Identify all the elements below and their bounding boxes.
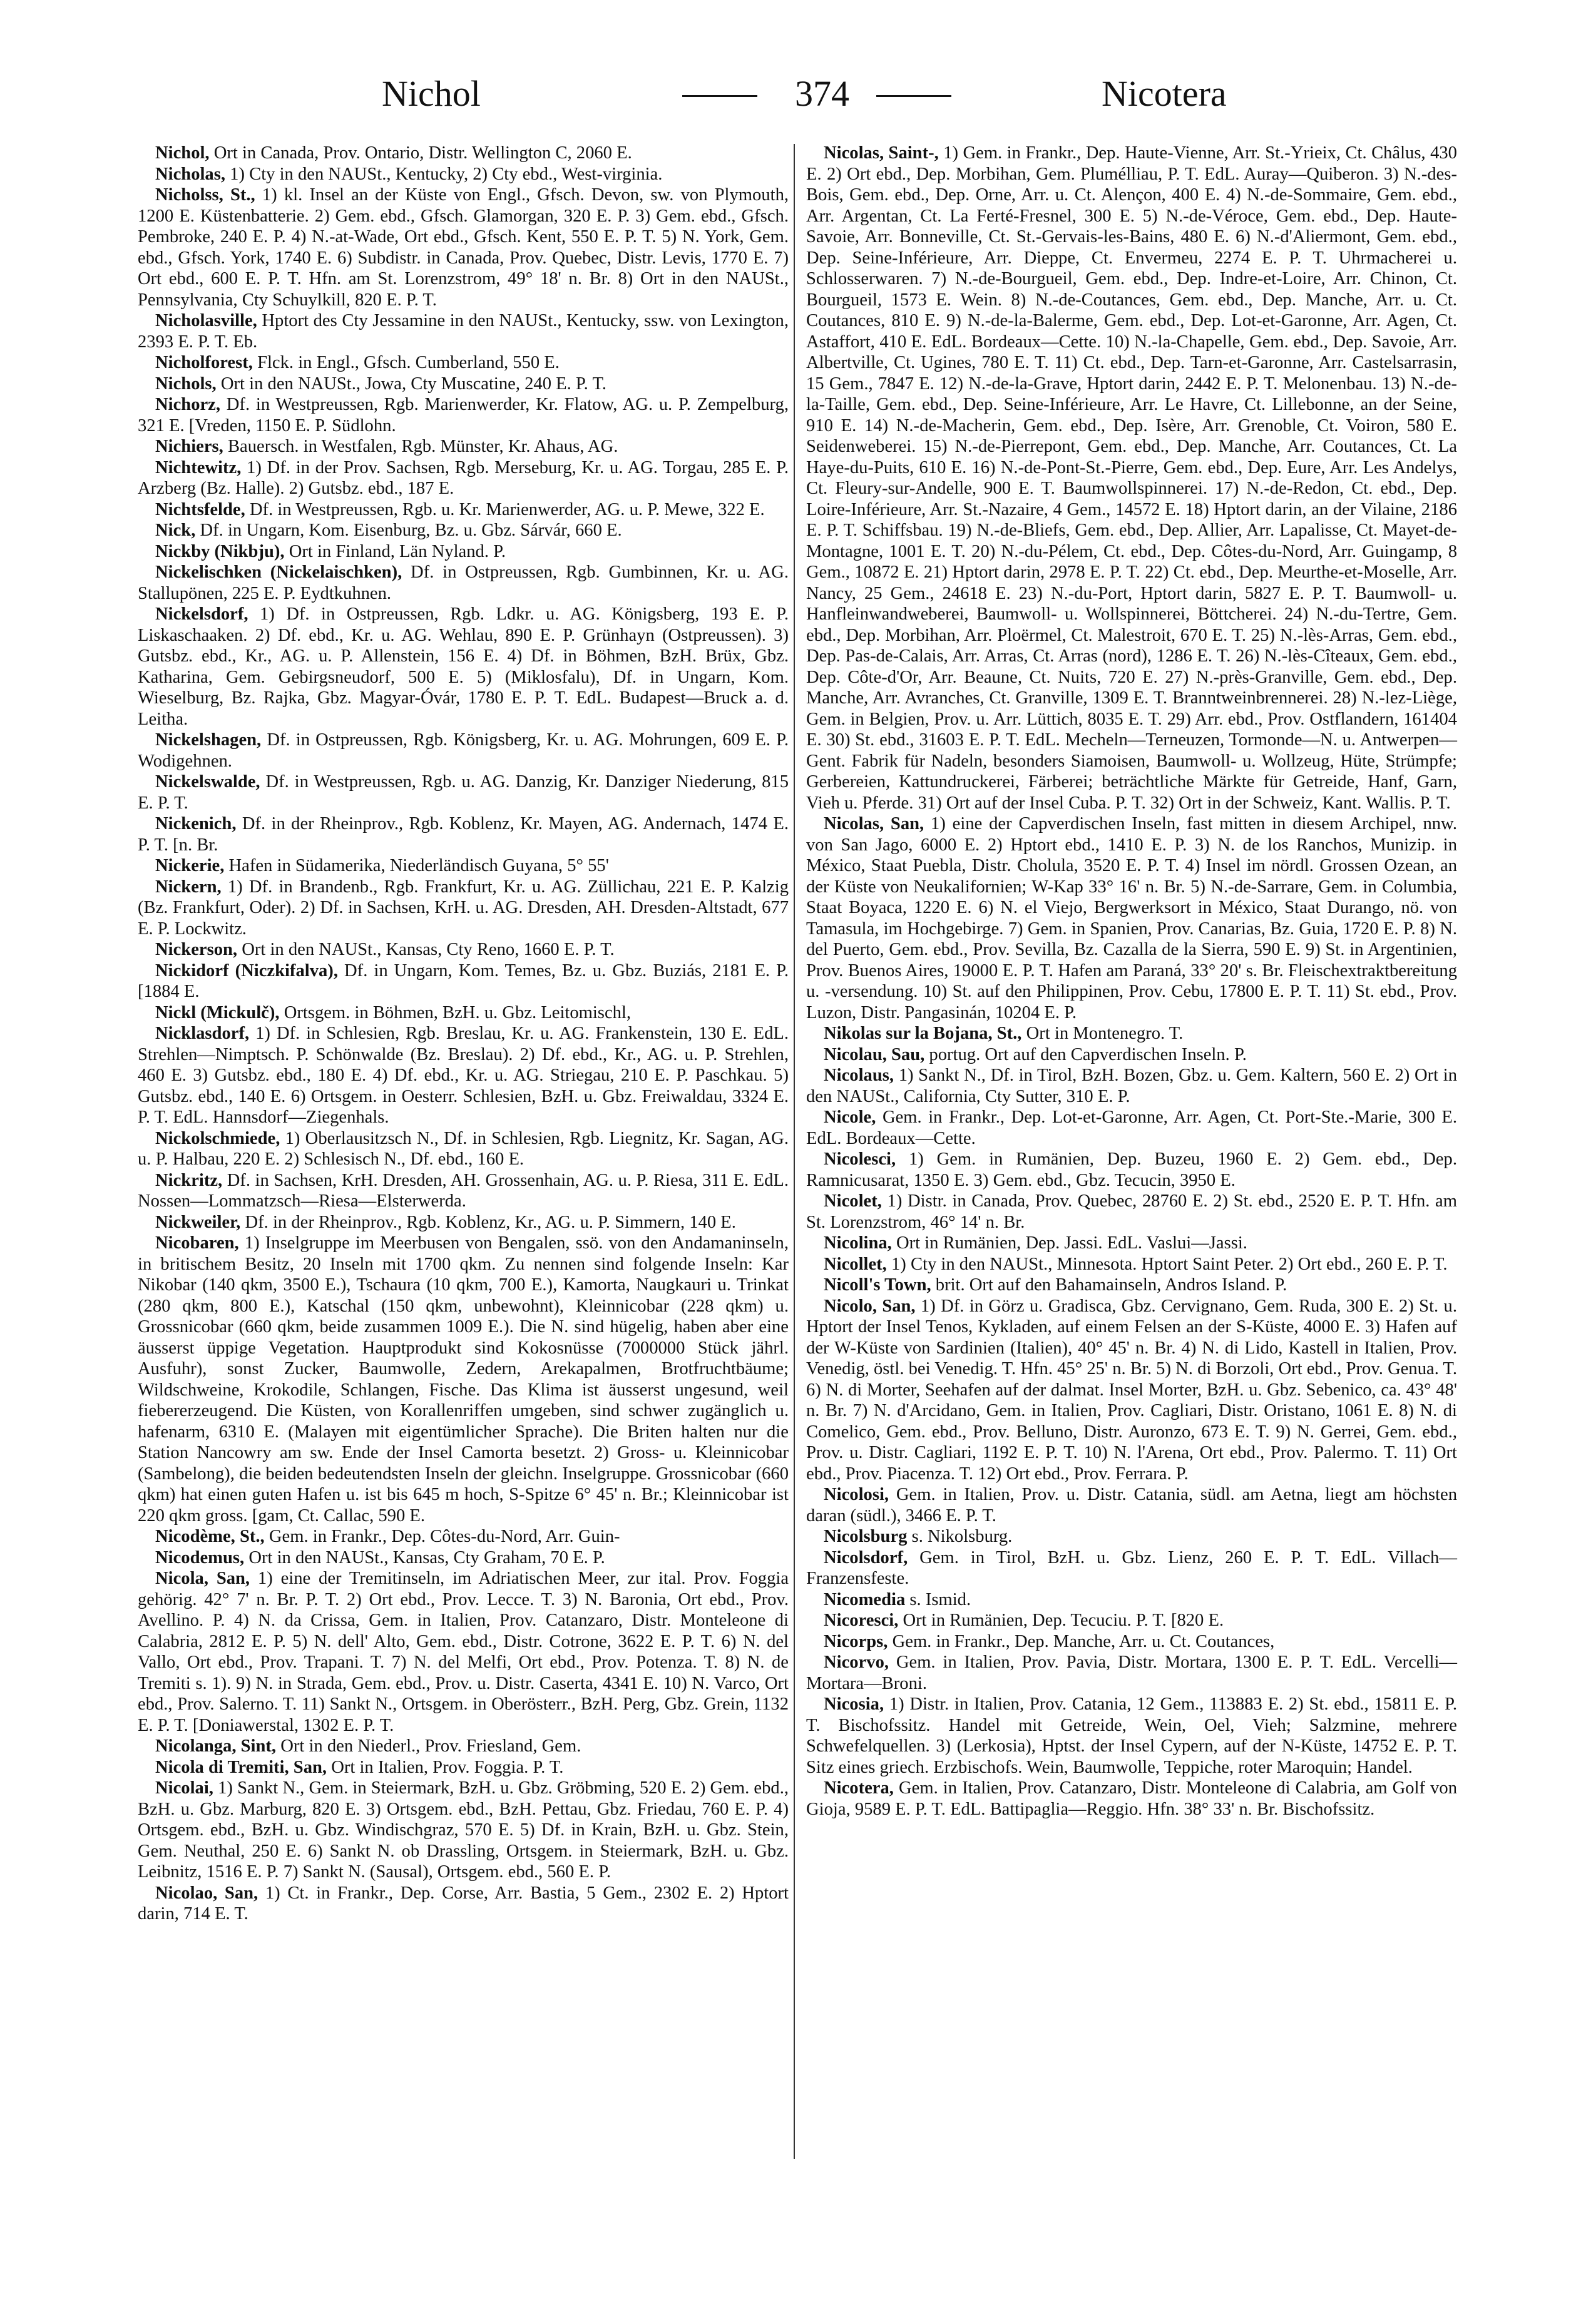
entry-text: Df. in der Rheinprov., Rgb. Koblenz, Kr. Mayen, AG. Andernach, 1474 E. P. T. [n. Br.	[138, 814, 789, 855]
dictionary-entry	[138, 1233, 789, 1526]
dictionary-entry	[138, 1778, 789, 1883]
entry-text: Hptort des Cty Jessamine in den NAUSt., Kentucky, ssw. von Lexington, 2393 E. P. T. Eb.	[138, 311, 789, 352]
entry-text: Df. in der Rheinprov., Rgb. Koblenz, Kr., AG. u. P. Simmern, 140 E.	[240, 1212, 736, 1232]
entry-headword: Nicholasville,	[155, 311, 257, 330]
entry-headword: Nichols,	[155, 374, 217, 394]
dictionary-entry	[138, 813, 789, 855]
entry-headword: Nickritz,	[155, 1170, 223, 1190]
entry-headword: Nicollet,	[824, 1254, 887, 1274]
dictionary-entry	[138, 961, 789, 1002]
entry-headword: Nicorps,	[824, 1631, 888, 1651]
dictionary-entry	[138, 352, 789, 374]
entry-headword: Nichtewitz,	[155, 457, 242, 477]
dictionary-entry	[138, 772, 789, 813]
dictionary-entry	[138, 939, 789, 961]
entry-headword: Nicolsburg	[824, 1527, 908, 1546]
entry-headword: Nicobaren,	[155, 1233, 239, 1253]
entry-text: 1) Sankt N., Gem. in Steiermark, BzH. u. Gbz. Gröbming, 520 E. 2) Gem. ebd., BzH. u. Gbz. Marburg, 820 E. 3) Ortsgem. ebd., BzH. Pettau, Gbz. Friedau, 760 E. P. 4) Ortsgem. ebd., BzH. u. Gbz. Windischgraz, 570 E. 5) Df. in Krain, BzH. u. Gbz. Stein, Gem. Neuthal, 250 E. 6) Sankt N. ob Drassling, Ortsgem. in Steiermark, BzH. u. Gbz. Leibnitz, 1516 E. P. 7) Sankt N. (Sausal), Ortsgem. ebd., 560 E. P.	[138, 1778, 789, 1882]
entry-headword: Nickern,	[155, 877, 222, 897]
entry-text: brit. Ort auf den Bahamainseln, Andros Island. P.	[931, 1275, 1287, 1295]
entry-text: Ort in den NAUSt., Kansas, Cty Reno, 1660 E. P. T.	[237, 940, 615, 959]
entry-headword: Nick,	[155, 521, 196, 540]
entry-headword: Nickelsdorf,	[155, 604, 248, 624]
entry-text: Gem. in Italien, Prov. u. Distr. Catania, südl. am Aetna, liegt am höchsten daran (südl.), 3466 E. P. T.	[806, 1485, 1457, 1526]
entry-text: Ort in den NAUSt., Kansas, Cty Graham, 70 E. P.	[244, 1547, 605, 1567]
entry-text: Ort in Finland, Län Nyland. P.	[284, 541, 506, 561]
dictionary-entry	[138, 541, 789, 563]
entry-headword: Nichiers,	[155, 437, 223, 456]
dictionary-entry	[806, 1191, 1457, 1233]
entry-headword: Nicoll's Town,	[824, 1275, 931, 1295]
entry-headword: Nickolschmiede,	[155, 1128, 280, 1148]
entry-headword: Nicolsdorf,	[824, 1547, 908, 1567]
dictionary-entry	[806, 1652, 1457, 1694]
dictionary-entry	[138, 374, 789, 395]
dictionary-entry	[138, 1170, 789, 1212]
dictionary-entry	[806, 1275, 1457, 1296]
dictionary-entry	[138, 394, 789, 436]
entry-headword: Nicolo, San,	[824, 1296, 916, 1316]
dictionary-entry	[138, 877, 789, 940]
entry-headword: Nickelswalde,	[155, 772, 260, 792]
entry-headword: Nicolas, San,	[824, 814, 924, 833]
header-dash-right	[876, 95, 951, 97]
entry-headword: Nickerson,	[155, 940, 238, 959]
dictionary-entry	[806, 1589, 1457, 1611]
entry-text: portug. Ort auf den Capverdischen Inseln. P.	[924, 1044, 1247, 1064]
entry-text: Df. in Westpreussen, Rgb. u. Kr. Marienwerder, AG. u. P. Mewe, 322 E.	[245, 499, 765, 519]
dictionary-entry	[138, 1526, 789, 1547]
entry-headword: Nicklasdorf,	[155, 1024, 250, 1043]
dictionary-entry	[806, 1484, 1457, 1526]
entry-headword: Nicomedia	[824, 1589, 906, 1609]
entry-text: 1) Sankt N., Df. in Tirol, BzH. Bozen, Gbz. u. Gem. Kaltern, 560 E. 2) Ort in den NAUSt., California, Cty Sutter, 310 E. P.	[806, 1066, 1457, 1106]
entry-headword: Nicolai,	[155, 1778, 213, 1798]
entry-text: 1) eine der Capverdischen Inseln, fast mitten in diesem Archipel, nnw. von San Jago, 6000 E. 2) Hptort ebd., 1410 E. P. 3) N. de los Ranchos, Munizip. in México, Staat Puebla, Distr. Cholula, 3520 E. P. T. 4) Insel im nördl. Grossen Ozean, an der Küste von Neukalifornien; W-Kap 33° 16' n. Br. 5) N.-de-Sarrare, Gem. in Columbia, Staat Boyaca, 1220 E. 6) N. el Viejo, Bergwerksort in México, Staat Durango, nö. von Tamasula, im Hochgebirge. 7) Gem. in Spanien, Prov. Canarias, Bz. Guia, 1720 E. P. 8) N. del Puerto, Gem. ebd., Prov. Sevilla, Bz. Cazalla de la Sierra, 590 E. 9) St. in Argentinien, Prov. Buenos Aires, 19000 E. P. T. Hafen am Paraná, 33° 20' s. Br. Fleischextraktbereitung u. -versendung. 10) St. auf den Philippinen, Prov. Cebu, 17800 E. P. T. 11) St. ebd., Prov. Luzon, Distr. Pangasinán, 10204 E. P.	[806, 814, 1457, 1022]
entry-headword: Nicolao, San,	[155, 1883, 258, 1903]
entry-headword: Nickweiler,	[155, 1212, 241, 1232]
entry-headword: Nicorvo,	[824, 1653, 889, 1672]
header-dash-left	[682, 95, 757, 97]
entry-text: Df. in Ostpreussen, Rgb. Königsberg, Kr. u. AG. Mohrungen, 609 E. P. Wodigehnen.	[138, 730, 789, 771]
dictionary-entry	[806, 1631, 1457, 1653]
entry-text: 1) eine der Tremitinseln, im Adriatischen Meer, zur ital. Prov. Foggia gehörig. 42° 7' n. Br. P. T. 2) Ort ebd., Prov. Lecce. T. 3) N. Baronia, Ort ebd., Prov. Avellino. P. 4) N. da Crissa, Gem. in Italien, Prov. Catanzaro, Distr. Monteleone di Calabria, 2812 E. P. 5) N. dell' Alto, Gem. ebd., Distr. Cotrone, 3622 E. P. T. 6) N. del Vallo, Ort ebd., Prov. Trapani. T. 7) N. del Melfi, Ort ebd., Prov. Potenza. T. 8) N. de Tremiti s. 1). 9) N. in Strada, Gem. ebd., Prov. u. Distr. Caserta, 4341 E. 10) N. Varco, Ort ebd., Prov. Salerno. T. 11) Sankt N., Ortsgem. in Oberösterr., BzH. Perg, Gbz. Grein, 1132 E. P. T. [Doniawerstal, 1302 E. P. T.	[138, 1569, 789, 1735]
entry-headword: Nicolaus,	[824, 1066, 894, 1085]
entry-text: Hafen in Südamerika, Niederländisch Guyana, 5° 55'	[224, 856, 609, 875]
dictionary-entry	[138, 604, 789, 730]
entry-text: 1) Df. in Schlesien, Rgb. Breslau, Kr. u. AG. Frankenstein, 130 E. EdL. Strehlen—Nimptsch. P. Schönwalde (Bz. Breslau). 2) Df. ebd., Kr., AG. u. P. Strehlen, 460 E. 3) Gutsbz. ebd., 180 E. 4) Df. ebd., Kr. u. AG. Striegau, 210 E. P. Paschkau. 5) Gutsbz. ebd., 140 E. 6) Ortsgem. in Oesterr. Schlesien, BzH. u. Gbz. Freiwaldau, 3324 E. P. T. EdL. Hannsdorf—Ziegenhals.	[138, 1024, 789, 1127]
page-number: 374	[795, 73, 849, 114]
entry-text: s. Nikolsburg.	[907, 1527, 1013, 1546]
entry-text: Gem. in Italien, Prov. Catanzaro, Distr. Monteleone di Calabria, am Golf von Gioja, 9589 E. P. T. EdL. Battipaglia—Reggio. Hfn. 38° 33' n. Br. Bischofssitz.	[806, 1778, 1457, 1819]
dictionary-entry	[806, 1547, 1457, 1589]
entry-text: Ort in Italien, Prov. Foggia. P. T.	[327, 1757, 564, 1777]
entry-headword: Nickl (Mickulč),	[155, 1002, 280, 1022]
entry-headword: Nicotera,	[824, 1778, 894, 1798]
entry-headword: Nickidorf (Niczkifalva),	[155, 961, 338, 981]
dictionary-entry	[806, 1610, 1457, 1631]
dictionary-entry	[806, 1149, 1457, 1191]
entry-headword: Nicolesci,	[824, 1149, 896, 1169]
entry-headword: Nicolosi,	[824, 1485, 889, 1504]
entry-text: Ort in Rumänien, Dep. Tecuciu. P. T. [820 E.	[898, 1611, 1224, 1630]
dictionary-entry	[806, 143, 1457, 813]
entry-text: Gem. in Italien, Prov. Pavia, Distr. Mortara, 1300 E. P. T. EdL. Vercelli—Mortara—Broni.	[806, 1653, 1457, 1693]
dictionary-entry	[138, 164, 789, 185]
dictionary-entry	[806, 1023, 1457, 1044]
dictionary-entry	[138, 436, 789, 457]
entry-text: Ort in Rumänien, Dep. Jassi. EdL. Vaslui—Jassi.	[891, 1233, 1247, 1253]
dictionary-entry	[806, 1065, 1457, 1107]
entry-headword: Nickby (Nikbju),	[155, 541, 285, 561]
entry-text: 1) Cty in den NAUSt., Kentucky, 2) Cty ebd., West-virginia.	[225, 164, 663, 184]
entry-text: 1) kl. Insel an der Küste von Engl., Gfsch. Devon, sw. von Plymouth, 1200 E. Küstenbatterie. 2) Gem. ebd., Gfsch. Glamorgan, 320 E. P. 3) Gem. ebd., Gfsch. Pembroke, 240 E. P. 4) N.-at-Wade, Ort ebd., Gfsch. Kent, 550 E. P. T. 5) N. York, Gem. ebd., Gfsch. York, 1740 E. 6) Subdistr. in Canada, Prov. Quebec, Distr. Levis, 1770 E. 7) Ort ebd., 600 E. P. T. Hfn. am St. Lorenzstrom, 49° 18' n. Br. 8) Ort in den NAUSt., Pennsylvania, Cty Schuylkill, 820 E. P. T.	[138, 185, 789, 310]
entry-headword: Nikolas sur la Bojana, St.,	[824, 1024, 1022, 1043]
entry-headword: Nicole,	[824, 1108, 876, 1127]
dictionary-entry	[138, 520, 789, 541]
entry-text: Ortsgem. in Böhmen, BzH. u. Gbz. Leitomischl,	[279, 1002, 632, 1022]
entry-text: Df. in Ungarn, Kom. Temes, Bz. u. Gbz. Buziás, 2181 E. P. [1884 E.	[138, 961, 789, 1001]
right-column	[806, 143, 1457, 1820]
dictionary-entry	[138, 855, 789, 877]
dictionary-entry	[138, 1883, 789, 1925]
entry-text: 1) Gem. in Rumänien, Dep. Buzeu, 1960 E. 2) Gem. ebd., Dep. Ramnicusarat, 1350 E. 3) Gem. ebd., Gbz. Tecucin, 3950 E.	[806, 1149, 1457, 1190]
dictionary-entry	[138, 1212, 789, 1233]
dictionary-entry	[138, 185, 789, 310]
left-column	[138, 143, 789, 1925]
entry-text: 1) Df. in Görz u. Gradisca, Gbz. Cervignano, Gem. Ruda, 300 E. 2) St. u. Hptort der Insel Tenos, Kykladen, auf einem Felsen an der S-Küste, 4000 E. 3) Hafen auf der W-Küste von Sardinien (Italien), 40° 45' n. Br. 4) N. di Lido, Kastell in Italien, Prov. Venedig, östl. bei Venedig. T. Hfn. 45° 25' n. Br. 5) N. di Borzoli, Ort ebd., Prov. Genua. T. 6) N. di Morter, Seehafen auf der dalmat. Insel Morter, BzH. u. Gbz. Sebenico, ca. 43° 48' n. Br. 7) N. d'Arcidano, Gem. in Italien, Prov. Cagliari, Distr. Oristano, 1061 E. 8) N. di Comelico, Gem. ebd., Prov. Belluno, Distr. Auronzo, 673 E. T. 9) N. Gerrei, Gem. ebd., Prov. u. Distr. Cagliari, 1192 E. P. T. 10) N. l'Arena, Ort ebd., Prov. Palermo. T. 11) Ort ebd., Prov. Piacenza. T. 12) Ort ebd., Prov. Ferrara. P.	[806, 1296, 1457, 1484]
entry-text: 1) Inselgruppe im Meerbusen von Bengalen, ssö. von den Andamaninseln, in britischem Besitz, 20 Inseln mit 1700 qkm. Zu nennen sind folgende Inseln: Kar Nikobar (140 qkm, 3500 E.), Tschaura (10 qkm, 700 E.), Kamorta, Naugkauri u. Trinkat (280 qkm, 800 E.), Katschal (150 qkm, unbewohnt), Kleinnicobar (228 qkm) u. Grossnicobar (660 qkm, beide zusammen 1009 E.). Die N. sind hügelig, haben aber eine äusserst üppige Vegetation. Hauptprodukt sind Kokosnüsse (7000000 Stück jährl. Ausfuhr), sonst Zucker, Baumwolle, Zedern, Arekapalmen, Brotfruchtbäume; Wildschweine, Krokodile, Schlangen, Fische. Das Klima ist äusserst ungesund, weil fiebererzeugend. Die Küsten, von Korallenriffen umgeben, sind schwer zugänglich u. hafenarm, 6310 E. (Malayen mit eigentümlicher Sprache). Die Briten halten nur die Station Nancowry am sw. Ende der Insel Camorta besetzt. 2) Gross- u. Kleinnicobar (Sambelong), die beiden bedeutendsten Inseln der gleichn. Inselgruppe. Grossnicobar (660 qkm) hat einen guten Hafen u. ist bis 645 m hoch, S-Spitze 6° 45' n. Br.; Kleinnicobar ist 220 qkm gross. [gam, Ct. Callac, 590 E.	[138, 1233, 789, 1526]
dictionary-entry	[138, 1023, 789, 1128]
entry-text: Gem. in Frankr., Dep. Manche, Arr. u. Ct. Coutances,	[888, 1631, 1275, 1651]
dictionary-entry	[138, 1736, 789, 1757]
entry-text: s. Ismid.	[905, 1589, 971, 1609]
entry-text: Bauersch. in Westfalen, Rgb. Münster, Kr. Ahaus, AG.	[223, 437, 618, 456]
entry-text: Df. in Sachsen, KrH. Dresden, AH. Grossenhain, AG. u. P. Riesa, 311 E. EdL. Nossen—Lommatzsch—Riesa—Elsterwerda.	[138, 1170, 789, 1211]
dictionary-entry	[806, 1296, 1457, 1485]
entry-text: 1) Oberlausitzsch N., Df. in Schlesien, Rgb. Liegnitz, Kr. Sagan, AG. u. P. Halbau, 220 E. 2) Schlesisch N., Df. ebd., 160 E.	[138, 1128, 789, 1169]
entry-text: Ort in Montenegro. T.	[1021, 1024, 1184, 1043]
dictionary-entry	[806, 1233, 1457, 1254]
dictionary-entry	[138, 499, 789, 521]
entry-headword: Nicholas,	[155, 164, 226, 184]
entry-headword: Nicolina,	[824, 1233, 892, 1253]
entry-headword: Nicola, San,	[155, 1569, 250, 1588]
entry-headword: Nicoresci,	[824, 1611, 899, 1630]
entry-text: Df. in Westpreussen, Rgb. u. AG. Danzig, Kr. Danziger Niederung, 815 E. P. T.	[138, 772, 789, 813]
dictionary-entry	[138, 1128, 789, 1170]
entry-headword: Nichol,	[155, 143, 210, 163]
entry-text: Df. in Ungarn, Kom. Eisenburg, Bz. u. Gbz. Sárvár, 660 E.	[195, 521, 622, 540]
dictionary-entry	[138, 143, 789, 164]
entry-headword: Nicholforest,	[155, 353, 253, 372]
running-head-right: Nicotera	[1102, 73, 1227, 114]
entry-text: Df. in Westpreussen, Rgb. Marienwerder, Kr. Flatow, AG. u. P. Zempelburg, 321 E. [Vreden, 1150 E. P. Südlohn.	[138, 395, 789, 436]
entry-headword: Nickerie,	[155, 856, 225, 875]
entry-text: 1) Df. in Ostpreussen, Rgb. Ldkr. u. AG. Königsberg, 193 E. P. Liskaschaaken. 2) Df. ebd., Kr. u. AG. Wehlau, 890 E. P. Grünhayn (Ostpreussen). 3) Gutsbz. ebd., Kr., AG. u. P. Allenstein, 156 E. 4) Df. in Böhmen, BzH. Brüx, Gbz. Katharina, Gem. Gebirgsneudorf, 500 E. 5) (Miklosfalu), Df. in Ungarn, Kom. Wieselburg, Bz. Rajka, Gbz. Magyar-Óvár, 1780 E. P. T. EdL. Budapest—Bruck a. d. Leitha.	[138, 604, 789, 729]
dictionary-entry	[806, 1044, 1457, 1066]
entry-headword: Nicholss, St.,	[155, 185, 255, 205]
entry-headword: Nickelischken (Nickelaischken),	[155, 563, 402, 582]
entry-headword: Nichorz,	[155, 395, 221, 414]
entry-text: 1) Distr. in Italien, Prov. Catania, 12 Gem., 113883 E. 2) St. ebd., 15811 E. P. T. Bischofssitz. Handel mit Getreide, Wein, Oel, Vieh; Salzmine, mehrere Schwefelquellen. 3) (Lerkosia), Hptst. der Insel Cypern, auf der N-Küste, 14752 E. P. T. Sitz eines griech. Erzbischofs. Wein, Baumwolle, Teppiche, roter Maroquin; Handel.	[806, 1695, 1457, 1777]
dictionary-entry	[138, 730, 789, 772]
dictionary-entry	[138, 457, 789, 499]
dictionary-entry	[138, 1757, 789, 1778]
entry-text: Gem. in Tirol, BzH. u. Gbz. Lienz, 260 E. P. T. EdL. Villach—Franzensfeste.	[806, 1547, 1457, 1588]
dictionary-entry	[138, 562, 789, 604]
dictionary-entry	[138, 1568, 789, 1736]
column-rule	[794, 144, 795, 2159]
entry-headword: Nicosia,	[824, 1695, 884, 1714]
entry-headword: Nicolas, Saint-,	[824, 143, 939, 163]
dictionary-entry	[806, 1694, 1457, 1778]
dictionary-entry	[806, 813, 1457, 1023]
entry-text: 1) Df. in der Prov. Sachsen, Rgb. Merseburg, Kr. u. AG. Torgau, 285 E. P. Arzberg (Bz. Halle). 2) Gutsbz. ebd., 187 E.	[138, 457, 789, 498]
entry-text: 1) Df. in Brandenb., Rgb. Frankfurt, Kr. u. AG. Züllichau, 221 E. P. Kalzig (Bz. Frankfurt, Oder). 2) Df. in Sachsen, KrH. u. AG. Dresden, AH. Dresden-Altstadt, 677 E. P. Lockwitz.	[138, 877, 789, 939]
entry-text: Ort in den Niederl., Prov. Friesland, Gem.	[276, 1736, 581, 1756]
entry-headword: Nichtsfelde,	[155, 499, 245, 519]
entry-headword: Nicolau, Sau,	[824, 1044, 925, 1064]
dictionary-entry	[806, 1526, 1457, 1547]
entry-text: Ort in Canada, Prov. Ontario, Distr. Wellington C, 2060 E.	[209, 143, 632, 163]
dictionary-entry	[806, 1254, 1457, 1275]
entry-text: Flck. in Engl., Gfsch. Cumberland, 550 E.	[252, 353, 560, 372]
entry-text: 1) Cty in den NAUSt., Minnesota. Hptort Saint Peter. 2) Ort ebd., 260 E. P. T.	[886, 1254, 1448, 1274]
entry-text: Df. in Ostpreussen, Rgb. Gumbinnen, Kr. u. AG. Stallupönen, 225 E. P. Eydtkuhnen.	[138, 563, 789, 603]
entry-headword: Nickelshagen,	[155, 730, 262, 750]
running-head-left: Nichol	[382, 73, 481, 114]
dictionary-entry	[806, 1778, 1457, 1820]
entry-text: 1) Distr. in Canada, Prov. Quebec, 28760 E. 2) St. ebd., 2520 E. P. T. Hfn. am St. Lorenzstrom, 46° 14' n. Br.	[806, 1191, 1457, 1232]
entry-headword: Nickenich,	[155, 814, 237, 833]
entry-text: Ort in den NAUSt., Jowa, Cty Muscatine, 240 E. P. T.	[216, 374, 606, 394]
entry-text: Gem. in Frankr., Dep. Lot-et-Garonne, Arr. Agen, Ct. Port-Ste.-Marie, 300 E. EdL. Bordeaux—Cette.	[806, 1108, 1457, 1148]
dictionary-entry	[806, 1107, 1457, 1149]
dictionary-entry	[138, 310, 789, 352]
entry-text: 1) Ct. in Frankr., Dep. Corse, Arr. Bastia, 5 Gem., 2302 E. 2) Hptort darin, 714 E. T.	[138, 1883, 789, 1924]
entry-headword: Nicolet,	[824, 1191, 882, 1211]
entry-headword: Nicola di Tremiti, San,	[155, 1757, 327, 1777]
entry-headword: Nicodème, St.,	[155, 1527, 265, 1546]
entry-headword: Nicolanga, Sint,	[155, 1736, 277, 1756]
dictionary-entry	[138, 1547, 789, 1569]
dictionary-entry	[138, 1002, 789, 1024]
entry-text: 1) Gem. in Frankr., Dep. Haute-Vienne, Arr. St.-Yrieix, Ct. Châlus, 430 E. 2) Ort ebd., Dep. Morbihan, Gem. Plumélliau, P. T. EdL. Auray—Quiberon. 3) N.-des-Bois, Gem. ebd., Dep. Orne, Arr. u. Ct. Alençon, 400 E. 4) N.-de-Sommaire, Gem. ebd., Arr. Argentan, Ct. La Ferté-Fresnel, 300 E. 5) N.-de-Véroce, Gem. ebd., Dep. Haute-Savoie, Arr. Bonneville, Ct. St.-Gervais-les-Bains, 480 E. 6) N.-d'Aliermont, Gem. ebd., Dep. Seine-Inférieure, Arr. Dieppe, Ct. Envermeu, 2274 E. P. T. Uhrmacherei u. Schlosserwaren. 7) N.-de-Bourgueil, Gem. ebd., Dep. Indre-et-Loire, Arr. Chinon, Ct. Bourgueil, 1573 E. Wein. 8) N.-de-Coutances, Gem. ebd., Dep. Manche, Arr. u. Ct. Coutances, 810 E. 9) N.-de-la-Balerme, Gem. ebd., Dep. Lot-et-Garonne, Arr. Agen, Ct. Astaffort, 410 E. EdL. Bordeaux—Cette. 10) N.-la-Chapelle, Gem. ebd., Dep. Savoie, Arr. Albertville, Ct. Ugines, 780 E. T. 11) Ct. ebd., Dep. Tarn-et-Garonne, Arr. Castelsarrasin, 15 Gem., 7847 E. 12) N.-de-la-Grave, Hptort darin, 2442 E. P. T. Melonenbau. 13) N.-de-la-Taille, Gem. ebd., Dep. Seine-Inférieure, Arr. Le Havre, Ct. Lillebonne, an der Seine, 910 E. 14) N.-de-Macherin, Gem. ebd., Dep. Isère, Arr. Grenoble, Ct. Voiron, 580 E. Seidenweberei. 15) N.-de-Pierrepont, Gem. ebd., Dep. Manche, Arr. Coutances, Ct. La Haye-du-Puits, 610 E. 16) N.-de-Pont-St.-Pierre, Gem. ebd., Dep. Eure, Arr. Les Andelys, Ct. Fleury-sur-Andelle, 900 E. T. Baumwollspinnerei. 17) N.-de-Redon, Ct. ebd., Dep. Loire-Inférieure, Arr. St.-Nazaire, 4 Gem., 14572 E. 18) Hptort darin, an der Vilaine, 2186 E. P. T. Schiffsbau. 19) N.-de-Bliefs, Gem. ebd., Dep. Allier, Arr. Lapalisse, Ct. Mayet-de-Montagne, 1001 E. T. 20) N.-du-Pélem, Ct. ebd., Dep. Côtes-du-Nord, Arr. Guingamp, 8 Gem., 10872 E. 21) Hptort darin, 2978 E. P. T. 22) Ct. ebd., Dep. Meurthe-et-Moselle, Arr. Nancy, 25 Gem., 24618 E. 23) N.-du-Port, Hptort darin, 5827 E. P. T. Baumwoll- u. Hanfleinwandweberei, Baumwoll- u. Wollspinnerei, Böttcherei. 24) N.-du-Tertre, Gem. ebd., Dep. Morbihan, Arr. Ploërmel, Ct. Malestroit, 670 E. T. 25) N.-lès-Arras, Gem. ebd., Dep. Pas-de-Calais, Arr. Arras, Ct. Arras (nord), 1286 E. T. 26) N.-lès-Cîteaux, Gem. ebd., Dep. Côte-d'Or, Arr. Beaune, Ct. Nuits, 720 E. 27) N.-près-Granville, Gem. ebd., Dep. Manche, Arr. Avranches, Ct. Granville, 1309 E. T. Branntweinbrennerei. 28) N.-lez-Liège, Gem. in Belgien, Prov. u. Arr. Lüttich, 8035 E. T. 29) Arr. ebd., Prov. Ostflandern, 161404 E. 30) St. ebd., 31603 E. P. T. EdL. Mecheln—Terneuzen, Tormonde—N. u. Antwerpen—Gent. Fabrik für Nadeln, besonders Siamoisen, Baumwoll- u. Wollzeug, Hüte, Strümpfe; Gerbereien, Kattundruckerei, Färberei; beträchtliche Märkte für Getreide, Hanf, Garn, Vieh u. Pferde. 31) Ort auf der Insel Cuba. P. T. 32) Ort in der Schweiz, Kant. Wallis. P. T.	[806, 143, 1457, 813]
entry-text: Gem. in Frankr., Dep. Côtes-du-Nord, Arr. Guin-	[264, 1527, 620, 1546]
entry-headword: Nicodemus,	[155, 1547, 245, 1567]
